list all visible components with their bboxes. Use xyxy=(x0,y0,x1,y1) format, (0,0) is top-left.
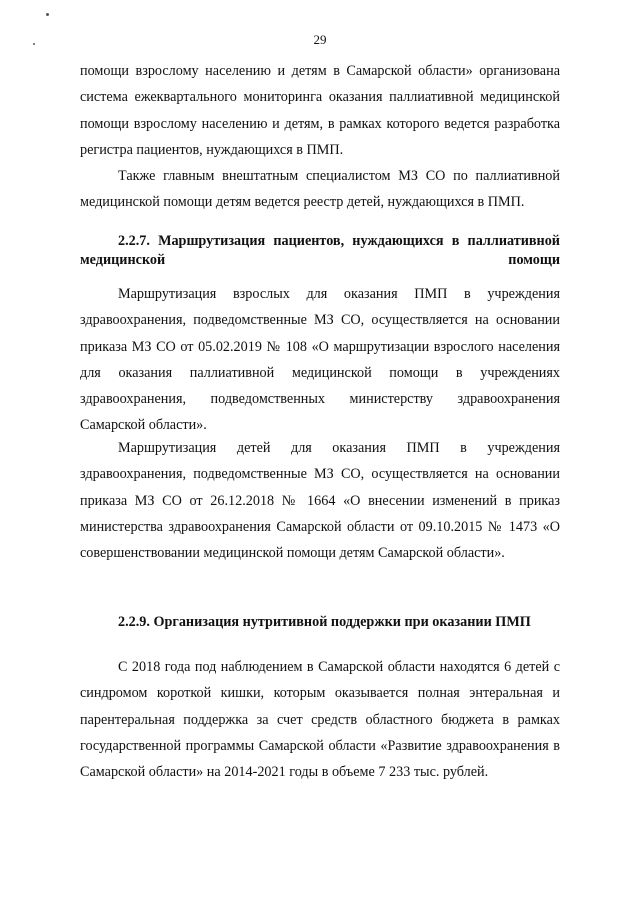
paragraph-adult-routing: Маршрутизация взрослых для оказания ПМП в учреждения здравоохранения, подведомственные МЗ СО, осуществляется на основании приказа МЗ СО от 05.02.2019 № 108 «О маршрутизации взрослого населения для оказания паллиативной медицинской помощи в учреждениях здравоохранения, подведомственных министерству здравоохранения Самарской области». xyxy=(80,286,560,434)
paragraph-registry: Также главным внештатным специалистом МЗ СО по паллиативной медицинской помощи детям ведется реестр детей, нуждающихся в ПМП. xyxy=(80,168,560,211)
paragraph-monitoring: помощи взрослому населению и детям в Самарской области» организована система ежеквартального мониторинга оказания паллиативной медицинской помощи взрослому населению и детям, в рамках которого ведется разработка регистра пациентов, нуждающихся в ПМП. xyxy=(80,63,560,158)
page-number: 29 xyxy=(313,32,327,47)
section-heading-routing: 2.2.7. Маршрутизация пациентов, нуждающихся в паллиативной медицинской помощи xyxy=(80,233,560,268)
section-heading-nutrition: 2.2.9. Организация нутритивной поддержки при оказании ПМП xyxy=(118,614,531,630)
scan-speck xyxy=(46,13,49,16)
paragraph-children-routing: Маршрутизация детей для оказания ПМП в учреждения здравоохранения, подведомственные МЗ СО, осуществляется на основании приказа МЗ СО от 26.12.2018 № 1664 «О внесении изменений в приказ министерства здравоохранения Самарской области от 09.10.2015 № 1473 «О совершенствовании медицинской помощи детям Самарской области». xyxy=(80,440,560,562)
paragraph-nutrition: С 2018 года под наблюдением в Самарской области находятся 6 детей с синдромом короткой кишки, которым оказывается полная энтеральная и парентеральная поддержка за счет средств областного бюджета в рамках государственной программы Самарской области «Развитие здравоохранения в Самарской области» на 2014-2021 годы в объеме 7 233 тыс. рублей. xyxy=(80,659,560,781)
